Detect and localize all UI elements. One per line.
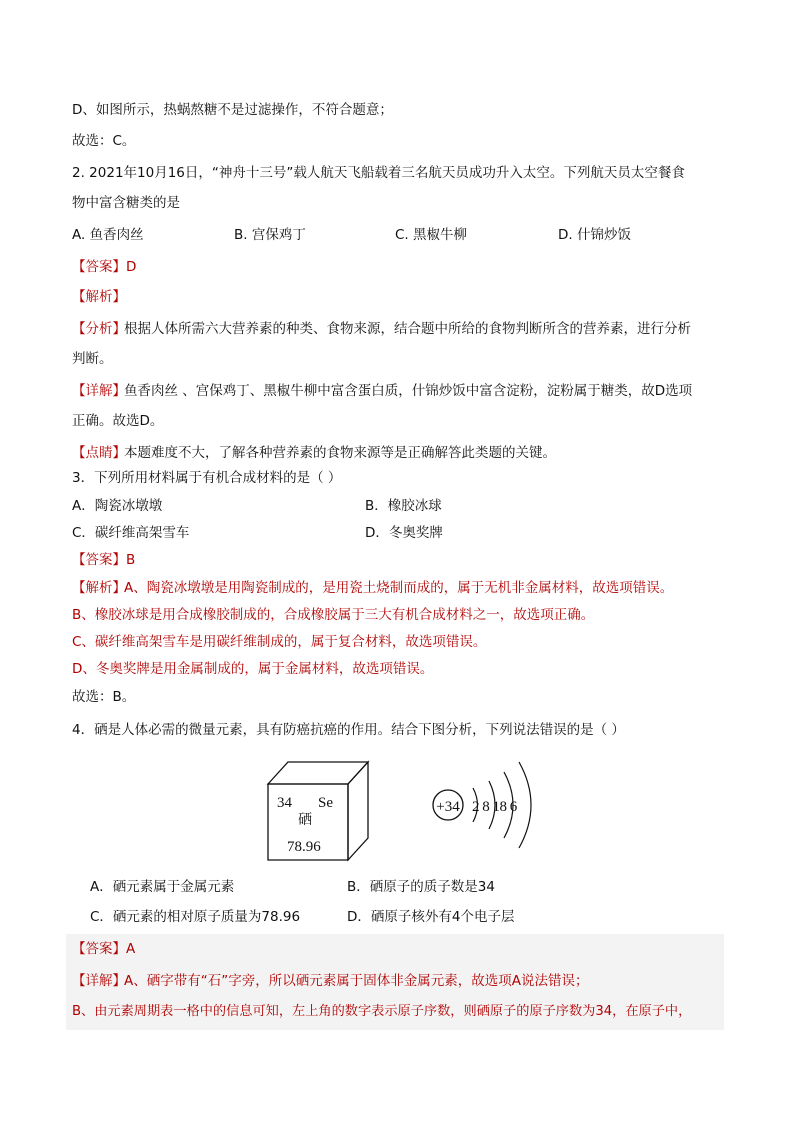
prev-option-d-line — [0, 97, 794, 123]
prev-answer-choice: 故选：C。 — [72, 133, 136, 149]
q2-fenxi-text1: 根据人体所需六大营养素的种类、食物来源，结合题中所给的食物判断所含的营养素，进行分析 — [124, 321, 691, 337]
q3-option-b: B．橡胶冰球 — [365, 498, 442, 514]
q2-analysis-label-line — [0, 284, 794, 310]
q2-options — [0, 222, 794, 248]
q3-line-c — [0, 629, 794, 655]
q2-stem-text2: 物中富含糖类的是 — [72, 195, 180, 211]
q4-options-row2 — [0, 904, 794, 930]
element-atomic-number: 34 — [277, 795, 292, 811]
q2-stem-line2 — [0, 190, 794, 216]
element-symbol: Se — [318, 795, 333, 811]
q2-fenxi-tag: 【分析】 — [72, 321, 126, 337]
q4-option-b: B．硒原子的质子数是34 — [347, 879, 495, 895]
q2-dianjing-text: 本题难度不大，了解各种营养素的食物来源等是正确解答此类题的关键。 — [124, 445, 556, 461]
q2-xiangjie-line2 — [0, 408, 794, 434]
q2-option-b: B. 宫保鸡丁 — [234, 227, 306, 243]
q3-line-c-text: C、碳纤维高架雪车是用碳纤维制成的，属于复合材料，故选项错误。 — [72, 634, 487, 650]
q4-xiangjie-a: A、硒字带有“石”字旁，所以硒元素属于固体非金属元素，故选项A说法错误； — [124, 973, 589, 989]
element-atomic-mass: 78.96 — [287, 839, 321, 855]
q3-jiexi-line — [0, 575, 794, 601]
q3-option-a: A．陶瓷冰墩墩 — [72, 498, 163, 514]
q2-fenxi-line1 — [0, 316, 794, 342]
q2-option-d: D. 什锦炒饭 — [558, 227, 631, 243]
q2-answer: 【答案】D — [72, 259, 137, 275]
q2-fenxi-text2: 判断。 — [72, 351, 113, 367]
q3-jiexi-tag: 【解析】 — [72, 580, 126, 596]
q2-option-a: A. 鱼香肉丝 — [72, 227, 144, 243]
q3-options-row1 — [0, 493, 794, 519]
q4-answer: 【答案】A — [72, 941, 136, 957]
q3-option-d: D．冬奥奖牌 — [365, 525, 443, 541]
q2-stem-text1: 2. 2021年10月16日，“神舟十三号”载人航天飞船载着三名航天员成功升入太空。下列航天员太空餐食 — [72, 165, 685, 181]
q4-option-d: D．硒原子核外有4个电子层 — [347, 909, 515, 925]
q2-fenxi-line2 — [0, 346, 794, 372]
q4-line-b — [0, 999, 794, 1025]
q3-option-c: C．碳纤维高架雪车 — [72, 525, 190, 541]
q2-dianjing-line — [0, 440, 794, 466]
q3-options-row2 — [0, 520, 794, 546]
q4-xiangjie-tag: 【详解】 — [72, 973, 126, 989]
atom-electron-shells: 2 8 18 6 — [472, 799, 517, 815]
q2-xiangjie-tag: 【详解】 — [72, 383, 126, 399]
q4-answer-line — [0, 936, 794, 962]
q2-option-c: C. 黑椒牛柳 — [395, 227, 468, 243]
q3-line-b — [0, 602, 794, 628]
q2-dianjing-tag: 【点睛】 — [72, 445, 126, 461]
q3-answer: 【答案】B — [72, 552, 136, 568]
q3-line-b-text: B、橡胶冰球是用合成橡胶制成的，合成橡胶属于三大有机合成材料之一，故选项正确。 — [72, 607, 595, 623]
q4-options-row1 — [0, 874, 794, 900]
q3-choice: 故选：B。 — [72, 689, 136, 705]
prev-option-d-text: D、如图所示，热蜗熬糖不是过滤操作，不符合题意； — [72, 102, 393, 118]
q4-option-c: C．硒元素的相对原子质量为78.96 — [90, 909, 301, 925]
prev-answer-choice-line — [0, 128, 794, 154]
q2-xiangjie-line1 — [0, 378, 794, 404]
q3-answer-line — [0, 547, 794, 573]
q3-stem: 3．下列所用材料属于有机合成材料的是（ ） — [72, 470, 342, 486]
q2-analysis-label: 【解析】 — [72, 289, 126, 305]
q3-choice-line — [0, 684, 794, 710]
q2-xiangjie-text1: 鱼香肉丝 、宫保鸡丁、黑椒牛柳中富含蛋白质，什锦炒饭中富含淀粉，淀粉属于糖类，故D选项 — [124, 383, 693, 399]
q2-xiangjie-text2: 正确。故选D。 — [72, 413, 164, 429]
element-name: 硒 — [298, 812, 312, 828]
q4-option-a: A．硒元素属于金属元素 — [90, 879, 235, 895]
q3-jiexi-a: A、陶瓷冰墩墩是用陶瓷制成的，是用瓷土烧制而成的，属于无机非金属材料，故选项错误。 — [124, 580, 674, 596]
q4-stem-line — [0, 717, 794, 743]
q4-xiangjie-line — [0, 968, 794, 994]
q4-line-b-text: B、由元素周期表一格中的信息可知，左上角的数字表示原子序数，则硒原子的原子序数为34，在原子中， — [72, 1004, 692, 1019]
q3-line-d-text: D、冬奥奖牌是用金属制成的，属于金属材料，故选项错误。 — [72, 661, 434, 677]
q2-stem-line1 — [0, 160, 794, 186]
atom-nucleus-charge: +34 — [436, 799, 460, 815]
q4-figure — [260, 750, 560, 870]
q3-line-d — [0, 656, 794, 682]
q2-answer-line — [0, 254, 794, 280]
q4-stem: 4．硒是人体必需的微量元素，具有防癌抗癌的作用。结合下图分析，下列说法错误的是（ ） — [72, 722, 625, 738]
q3-stem-line — [0, 465, 794, 491]
